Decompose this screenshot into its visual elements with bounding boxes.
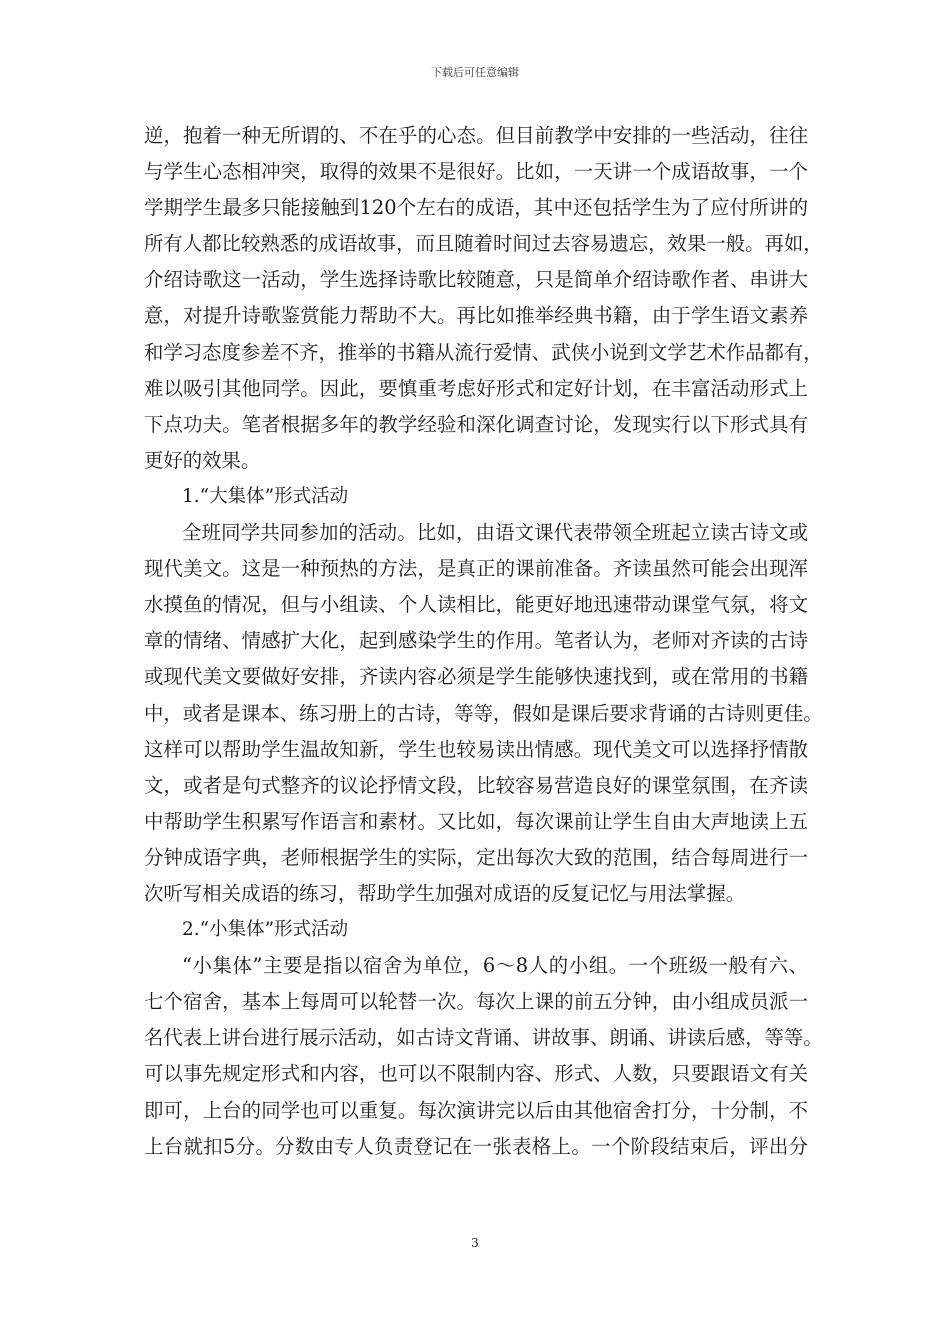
page-header: 下载后可任意编辑 bbox=[431, 66, 519, 79]
page-number: 3 bbox=[471, 1236, 479, 1250]
document-body bbox=[144, 118, 823, 1165]
text-line: 分钟成语字典，老师根据学生的实际，定出每次大致的范围，结合每周进行一 bbox=[144, 845, 808, 869]
text-line: 和学习态度参差不齐，推举的书籍从流行爱情、武侠小说到文学艺术作品都有， bbox=[144, 340, 823, 364]
text-line: “小集体”主要是指以宿舍为单位，6～8人的小组。一个班级一般有六、 bbox=[182, 954, 808, 978]
text-line: 逆，抱着一种无所谓的、不在乎的心态。但目前教学中安排的一些活动，往往 bbox=[144, 124, 808, 147]
text-line: 水摸鱼的情况，但与小组读、个人读相比，能更好地迅速带动课堂气氛，将文 bbox=[144, 593, 808, 617]
paragraph bbox=[144, 948, 823, 1165]
text-line: 章的情绪、情感扩大化，起到感染学生的作用。笔者认为，老师对齐读的古诗 bbox=[144, 629, 808, 653]
text-line: 次听写相关成语的练习，帮助学生加强对成语的反复记忆与用法掌握。 bbox=[144, 881, 746, 905]
paragraph bbox=[144, 118, 823, 479]
text-line: 下点功夫。笔者根据多年的教学经验和深化调查讨论，发现实行以下形式具有 bbox=[144, 412, 808, 436]
text-line: 意，对提升诗歌鉴赏能力帮助不大。再比如推举经典书籍，由于学生语文素养 bbox=[144, 304, 808, 328]
text-line: 名代表上讲台进行展示活动，如古诗文背诵、讲故事、朗诵、讲读后感，等等。 bbox=[144, 1026, 823, 1050]
section-heading: 2.“小集体”形式活动 bbox=[182, 919, 349, 941]
text-line: 学期学生最多只能接触到120个左右的成语，其中还包括学生为了应付所讲的 bbox=[144, 196, 808, 220]
text-line: 上台就扣5分。分数由专人负责登记在一张表格上。一个阶段结束后，评出分 bbox=[144, 1134, 808, 1158]
text-line: 介绍诗歌这一活动，学生选择诗歌比较随意，只是简单介绍诗歌作者、串讲大 bbox=[144, 268, 808, 292]
text-line: 可以事先规定形式和内容，也可以不限制内容、形式、人数，只要跟语文有关 bbox=[144, 1062, 808, 1086]
text-line: 更好的效果。 bbox=[144, 448, 261, 472]
text-line: 这样可以帮助学生温故知新，学生也较易读出情感。现代美文可以选择抒情散 bbox=[144, 737, 808, 761]
text-line: 与学生心态相冲突，取得的效果不是很好。比如，一天讲一个成语故事，一个 bbox=[144, 160, 808, 184]
text-line: 难以吸引其他同学。因此，要慎重考虑好形式和定好计划，在丰富活动形式上 bbox=[144, 376, 808, 400]
text-line: 所有人都比较熟悉的成语故事，而且随着时间过去容易遗忘，效果一般。再如， bbox=[144, 232, 823, 256]
text-line: 即可，上台的同学也可以重复。每次演讲完以后由其他宿舍打分，十分制，不 bbox=[144, 1098, 808, 1122]
text-line: 文，或者是句式整齐的议论抒情文段，比较容易营造良好的课堂氛围，在齐读 bbox=[144, 773, 808, 797]
text-line: 中帮助学生积累写作语言和素材。又比如，每次课前让学生自由大声地读上五 bbox=[144, 809, 808, 833]
text-line: 现代美文。这是一种预热的方法，是真正的课前准备。齐读虽然可能会出现浑 bbox=[144, 557, 808, 581]
text-line: 全班同学共同参加的活动。比如，由语文课代表带领全班起立读古诗文或 bbox=[182, 521, 808, 545]
section-heading: 1.“大集体”形式活动 bbox=[182, 485, 349, 507]
text-line: 或现代美文要做好安排，齐读内容必须是学生能够快速找到，或在常用的书籍 bbox=[144, 665, 808, 689]
text-line: 七个宿舍，基本上每周可以轮替一次。每次上课的前五分钟，由小组成员派一 bbox=[144, 990, 808, 1014]
paragraph bbox=[144, 515, 823, 912]
text-line: 中，或者是课本、练习册上的古诗，等等，假如是课后要求背诵的古诗则更佳。 bbox=[144, 701, 823, 725]
